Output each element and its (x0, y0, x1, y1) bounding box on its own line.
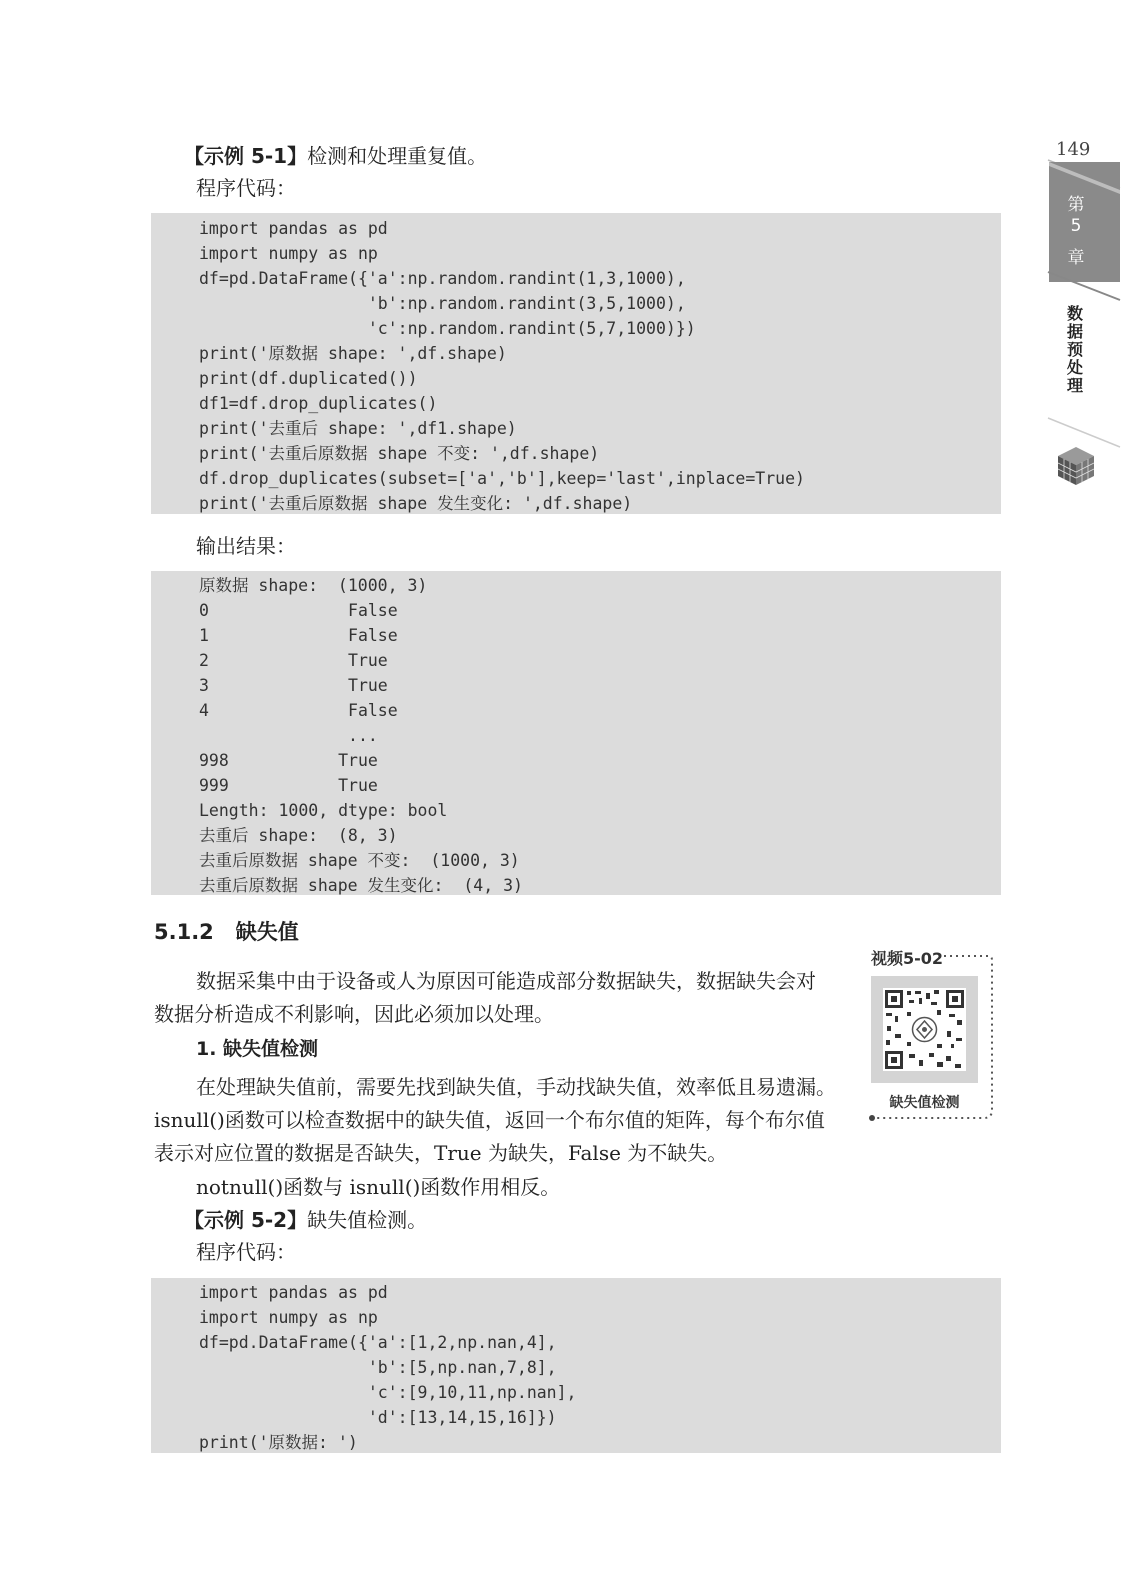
section-title: 缺失值 (235, 920, 299, 944)
chapter-title-vertical: 数据预处理 (1066, 304, 1083, 395)
qr-code-frame[interactable] (871, 976, 978, 1083)
example2-title: 缺失值检测。 (307, 1208, 428, 1232)
section-heading (154, 916, 299, 946)
example1-code-block (151, 213, 1001, 514)
subheading-missing-detect: 1. 缺失值检测 (196, 1038, 319, 1060)
page-number: 149 (1056, 139, 1091, 160)
example1-output-block (151, 571, 1001, 895)
example1-title: 检测和处理重复值。 (307, 144, 488, 168)
para2-line2: isnull()函数可以检查数据中的缺失值，返回一个布尔值的矩阵，每个布尔值 (154, 1108, 825, 1132)
chapter-tab-line1: 第 (1067, 195, 1085, 215)
para2-line3: 表示对应位置的数据是否缺失，True 为缺失，False 为不缺失。 (154, 1141, 728, 1165)
qr-code-icon (871, 976, 978, 1083)
para1-line1: 数据采集中由于设备或人为原因可能造成部分数据缺失，数据缺失会对 (196, 969, 816, 993)
example1-bracket: 【示例 5-1】 (184, 144, 308, 168)
chapter-tab-line3: 章 (1067, 248, 1085, 268)
para3: notnull()函数与 isnull()函数作用相反。 (196, 1175, 561, 1199)
cube-icon (1046, 415, 1122, 495)
example1-code-label: 程序代码： (196, 176, 296, 200)
video-caption: 缺失值检测 (889, 1095, 960, 1111)
example2-code: import pandas as pd import numpy as np df=pd.DataFrame({'a':[1,2,np.nan,4], 'b':[5,np.nan,7,8], 'c':[9,10,11,np.nan], 'd':[13,14,15,16]}) print('原数据: ') (199, 1283, 577, 1452)
example2-code-label: 程序代码： (196, 1240, 296, 1264)
example2-heading (184, 1208, 427, 1232)
example1-code: import pandas as pd import numpy as np df=pd.DataFrame({'a':np.random.randint(1,3,1000), 'b':np.random.randint(3,5,1000), 'c':np.random.randint(5,7,1000)}) print('原数据 shape: ',df.shape) print(df.duplicated()) df1=df.drop_duplicates() print('去重后 shape: ',df1.shape) print('去重后原数据 shape 不变: ',df.shape) df.drop_duplicates(subset=['a','b'],keep='last',inplace=True) print('去重后原数据 shape 发生变化: ',df.shape) (199, 219, 805, 513)
example1-output-label: 输出结果： (196, 534, 296, 558)
example1-heading (184, 144, 487, 168)
example1-output: 原数据 shape: (1000, 3) 0 False 1 False 2 True 3 True 4 False ... 998 True 999 True Length: 1000, dtype: bool 去重后 shape: (8, 3) 去重后原数据 shape 不变: (1000, 3) 去重后原数据 shape 发生变化: (4, 3) (199, 576, 523, 895)
para1-line2: 数据分析造成不利影响，因此必须加以处理。 (154, 1002, 554, 1026)
video-label: 视频5-02 (871, 949, 944, 968)
example2-code-block (151, 1278, 1001, 1453)
example2-bracket: 【示例 5-2】 (184, 1208, 308, 1232)
section-number: 5.1.2 (154, 920, 214, 944)
chapter-tab-line2: 5 (1070, 216, 1082, 236)
para2-line1: 在处理缺失值前，需要先找到缺失值，手动找缺失值，效率低且易遗漏。 (196, 1075, 836, 1099)
